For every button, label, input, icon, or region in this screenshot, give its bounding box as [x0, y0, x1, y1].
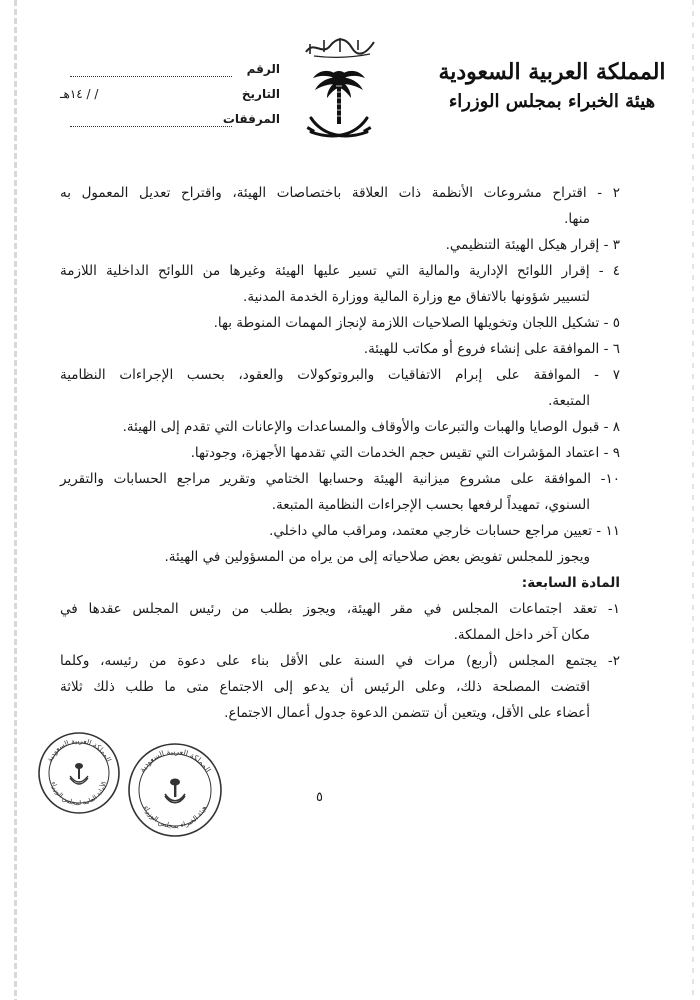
org-name-line1: المملكة العربية السعودية	[438, 59, 666, 85]
article-item-continuation: مكان آخر داخل المملكة.	[453, 627, 590, 643]
date-label: التاريخ	[241, 87, 280, 101]
list-item-continuation: السنوي، تمهيداً لرفعها بحسب الإجراءات النظامية المتبعة.	[271, 497, 590, 513]
list-item-continuation: المتبعة.	[548, 393, 590, 409]
scan-edge-right	[692, 0, 694, 1000]
stamp1-top-text: المملكة العربية السعودية	[45, 736, 113, 764]
article-item: ١- تعقد اجتماعات المجلس في مقر الهيئة، ويجوز بطلب من رئيس المجلس عقدها في	[60, 601, 620, 617]
date-value: / / ١٤هـ	[60, 87, 99, 101]
svg-text:الأمانة العامة لمجلس الوزراء	[50, 781, 109, 807]
list-item: ٢ - اقتراح مشروعات الأنظمة ذات العلاقة باختصاصات الهيئة، واقتراح تعديل المعمول به	[60, 185, 620, 201]
delegation-paragraph: ويجوز للمجلس تفويض بعض صلاحياته إلى من يراه من المسؤولين في الهيئة.	[164, 549, 590, 565]
list-item: ٤ - إقرار اللوائح الإدارية والمالية التي تسير عليها الهيئة وغيرها من اللوائح الداخلية اللازمة	[60, 263, 620, 279]
reference-field	[60, 62, 280, 82]
document-body	[60, 180, 620, 726]
list-item: ٧ - الموافقة على إبرام الاتفاقيات والبروتوكولات والعقود، بحسب الإجراءات النظامية	[60, 367, 620, 383]
attachments-label: المرفقات	[222, 112, 280, 126]
official-stamp-experts-commission	[125, 740, 225, 840]
stamp2-bottom-text: هيئة الخبراء بمجلس الوزراء	[141, 804, 209, 831]
saudi-emblem-icon	[305, 62, 373, 148]
list-item: ٥ - تشكيل اللجان وتخويلها الصلاحيات اللازمة لإنجاز المهمات المنوطة بها.	[213, 315, 620, 331]
article-item-continuation: أعضاء على الأقل، ويتعين أن تتضمن الدعوة جدول أعمال الاجتماع.	[224, 705, 590, 721]
reference-line	[70, 76, 232, 77]
svg-text:هيئة الخبراء بمجلس الوزراء	[142, 804, 209, 830]
attachments-line	[70, 126, 232, 127]
list-item-continuation: لتسيير شؤونها بالاتفاق مع وزارة المالية ووزارة الخدمة المدنية.	[243, 289, 590, 305]
official-stamp-secretariat	[36, 730, 122, 816]
stamp1-bottom-text: الأمانة العامة لمجلس الوزراء	[49, 780, 109, 808]
list-item-continuation: منها.	[564, 211, 590, 227]
list-item: ١١ - تعيين مراجع حسابات خارجي معتمد، ومراقب مالي داخلي.	[269, 523, 620, 539]
article-heading: المادة السابعة:	[521, 575, 620, 591]
article-item: ٢- يجتمع المجلس (أربع) مرات في السنة على الأقل بناء على دعوة من رئيسه، وكلما	[60, 653, 620, 669]
list-item: ٨ - قبول الوصايا والهبات والتبرعات والأوقاف والمساعدات والإعانات التي تقدم إلى الهيئة.	[122, 419, 620, 435]
basmala-calligraphy	[300, 30, 380, 60]
svg-text:المملكة العربية السعودية	[137, 747, 212, 774]
attachments-field	[60, 112, 280, 132]
list-item: ٦ - الموافقة على إنشاء فروع أو مكاتب للهيئة.	[363, 341, 620, 357]
stamp2-top-text: المملكة العربية السعودية	[137, 746, 213, 774]
article-item-continuation: اقتضت المصلحة ذلك، وعلى الرئيس أن يدعو إلى الاجتماع متى ما طلب ذلك ثلاثة	[60, 679, 590, 695]
reference-label: الرقم	[246, 62, 280, 76]
list-item: ٣ - إقرار هيكل الهيئة التنظيمي.	[445, 237, 620, 253]
list-item: ٩ - اعتماد المؤشرات التي تقيس حجم الخدمات التي تقدمها الأجهزة، وجودتها.	[190, 445, 620, 461]
list-item: ١٠- الموافقة على مشروع ميزانية الهيئة وحسابها الختامي وتقرير مراجع الحسابات والتقرير	[60, 471, 620, 487]
org-name-line2: هيئة الخبراء بمجلس الوزراء	[448, 91, 656, 112]
date-field	[60, 87, 280, 107]
scan-edge-left	[14, 0, 17, 1000]
page-number: ٥	[316, 790, 323, 805]
